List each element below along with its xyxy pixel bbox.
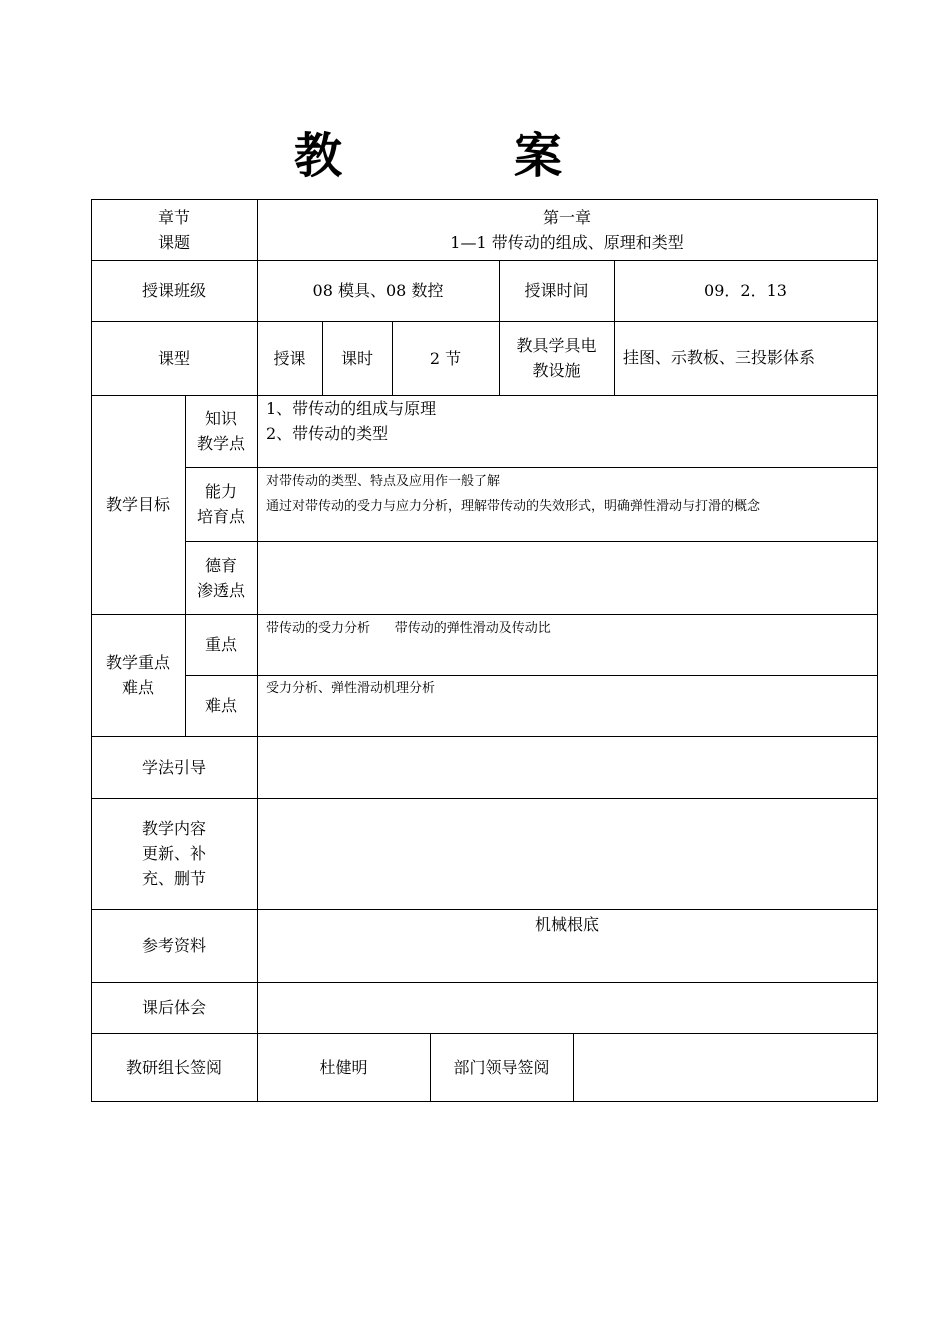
moral-label — [185, 541, 257, 614]
knowledge-label-line1: 知识 — [204, 409, 237, 428]
moral-label-line1: 德育 — [204, 555, 237, 575]
time-label: 授课时间 — [524, 281, 589, 300]
goals-label: 教学目标 — [105, 495, 170, 514]
chapter-value — [257, 199, 877, 260]
content-label-line3: 充、删节 — [141, 869, 206, 888]
content-label-line1: 教学内容 — [141, 819, 206, 838]
aids-value: 挂图、示教板、三投影体系 — [623, 348, 816, 367]
content-label — [91, 798, 257, 909]
keypoints-label-line2: 难点 — [121, 678, 154, 697]
method-label: 学法引导 — [141, 757, 206, 777]
aids-label-line2: 教设施 — [532, 361, 581, 380]
reflection-label: 课后体会 — [141, 998, 206, 1017]
refs-value: 机械根底 — [534, 915, 599, 934]
ability-point-2: 通过对带传动的受力与应力分析，理解带传动的失效形式，明确弹性滑动与打滑的概念 — [266, 499, 761, 514]
ability-points — [257, 469, 877, 519]
chapter-label-line1: 章节 — [157, 207, 190, 227]
knowledge-point-2: 2、带传动的类型 — [266, 424, 389, 443]
aids-label — [499, 321, 614, 395]
content-label-line2: 更新、补 — [141, 844, 206, 863]
type-label: 课型 — [157, 348, 190, 368]
leader-sign-label: 教研组长签阅 — [125, 1057, 222, 1077]
page-title: 教 案 — [293, 128, 624, 184]
time-value: 09．2．13 — [704, 281, 787, 300]
knowledge-point-1: 1、带传动的组成与原理 — [266, 399, 437, 418]
refs-label: 参考资料 — [141, 936, 206, 955]
knowledge-label-line2: 教学点 — [196, 434, 245, 453]
hours-value: 2 节 — [429, 348, 462, 368]
keypoints-label-line1: 教学重点 — [105, 653, 170, 672]
aids-label-line1: 教具学具电 — [516, 336, 597, 355]
chapter-label-line2: 课题 — [157, 232, 190, 252]
keypoints-label — [91, 614, 185, 736]
hard-label: 难点 — [204, 696, 237, 715]
ability-label-line1: 能力 — [204, 482, 237, 501]
key-label: 重点 — [204, 635, 237, 654]
hard-value: 受力分析、弹性滑动机理分析 — [266, 681, 436, 696]
moral-label-line2: 渗透点 — [196, 580, 245, 600]
chapter-name: 第一章 — [542, 207, 591, 227]
knowledge-points — [257, 396, 877, 446]
key-value: 带传动的受力分析 带传动的弹性滑动及传动比 — [266, 621, 551, 636]
type-value: 授课 — [273, 348, 306, 368]
dept-sign-label: 部门领导签阅 — [453, 1057, 550, 1077]
knowledge-label — [185, 395, 257, 467]
class-value: 08 模具、08 数控 — [312, 281, 444, 300]
ability-point-1: 对带传动的类型、特点及应用作一般了解 — [266, 474, 501, 489]
leader-sign-value: 杜健明 — [319, 1057, 368, 1077]
class-label: 授课班级 — [141, 281, 206, 300]
ability-label — [185, 467, 257, 541]
chapter-label — [91, 199, 257, 260]
hours-label: 课时 — [340, 348, 373, 368]
ability-label-line2: 培育点 — [196, 507, 245, 526]
lesson-topic: 1—1 带传动的组成、原理和类型 — [450, 232, 684, 252]
